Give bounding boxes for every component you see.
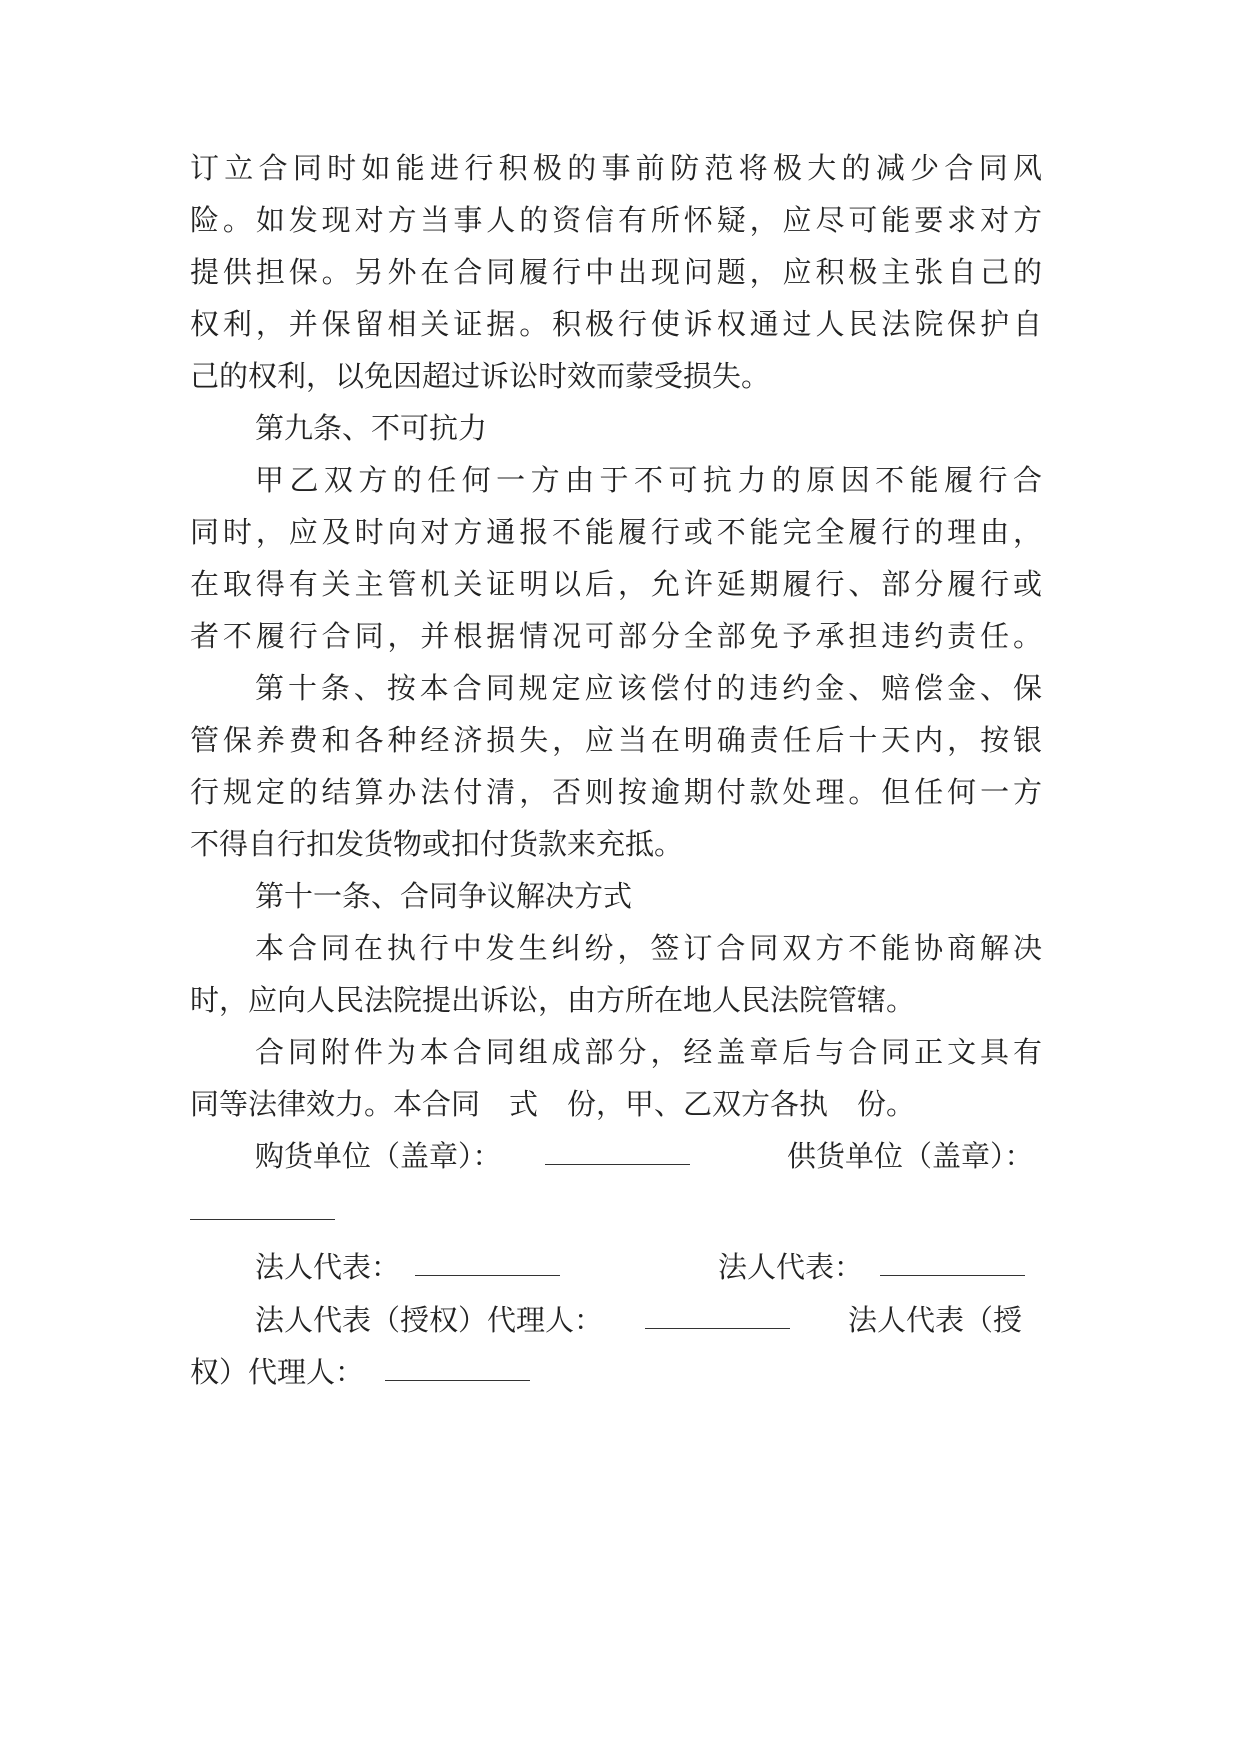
paragraph-line: 不得自行扣发货物或扣付货款来充抵。 <box>190 827 684 861</box>
paragraph-line: 己的权利，以免因超过诉讼时效而蒙受损失。 <box>190 359 771 393</box>
seller-rep-label: 法人代表： <box>718 1250 864 1284</box>
seller-agent-blank <box>385 1380 530 1381</box>
article-9-title: 第九条、不可抗力 <box>255 411 488 445</box>
paragraph-line: 者不履行合同，并根据情况可部分全部免予承担违约责任。 <box>190 619 1042 653</box>
paragraph-line: 行规定的结算办法付清，否则按逾期付款处理。但任何一方 <box>190 775 1042 809</box>
seller-agent-label-part1: 法人代表（授 <box>848 1303 1023 1337</box>
seller-unit-blank <box>190 1219 335 1220</box>
paragraph-line: 同等法律效力。本合同 式 份，甲、乙双方各执 份。 <box>190 1087 916 1121</box>
paragraph-line: 权利，并保留相关证据。积极行使诉权通过人民法院保护自 <box>190 307 1042 341</box>
paragraph-line: 甲乙双方的任何一方由于不可抗力的原因不能履行合 <box>255 463 1042 497</box>
paragraph-line: 同时，应及时向对方通报不能履行或不能完全履行的理由， <box>190 515 1042 549</box>
buyer-agent-blank <box>645 1328 790 1329</box>
buyer-unit-label: 购货单位（盖章）： <box>255 1139 502 1173</box>
paragraph-line: 订立合同时如能进行积极的事前防范将极大的减少合同风 <box>190 151 1042 185</box>
seller-unit-label: 供货单位（盖章）： <box>787 1139 1034 1173</box>
buyer-rep-blank <box>415 1275 560 1276</box>
buyer-unit-blank <box>545 1164 690 1165</box>
article-11-title: 第十一条、合同争议解决方式 <box>255 879 633 913</box>
buyer-rep-label: 法人代表： <box>255 1250 401 1284</box>
paragraph-line: 本合同在执行中发生纠纷，签订合同双方不能协商解决 <box>255 931 1042 965</box>
paragraph-line: 时，应向人民法院提出诉讼，由方所在地人民法院管辖。 <box>190 983 916 1017</box>
article-10-line: 第十条、按本合同规定应该偿付的违约金、赔偿金、保 <box>255 671 1042 705</box>
seller-agent-label-part2: 权）代理人： <box>190 1355 365 1389</box>
paragraph-line: 管保养费和各种经济损失，应当在明确责任后十天内，按银 <box>190 723 1042 757</box>
seller-rep-blank <box>880 1275 1025 1276</box>
buyer-agent-label: 法人代表（授权）代理人： <box>255 1303 604 1337</box>
paragraph-line: 提供担保。另外在合同履行中出现问题，应积极主张自己的 <box>190 255 1042 289</box>
paragraph-line: 险。如发现对方当事人的资信有所怀疑，应尽可能要求对方 <box>190 203 1042 237</box>
paragraph-line: 在取得有关主管机关证明以后，允许延期履行、部分履行或 <box>190 567 1042 601</box>
paragraph-line: 合同附件为本合同组成部分，经盖章后与合同正文具有 <box>255 1035 1042 1069</box>
